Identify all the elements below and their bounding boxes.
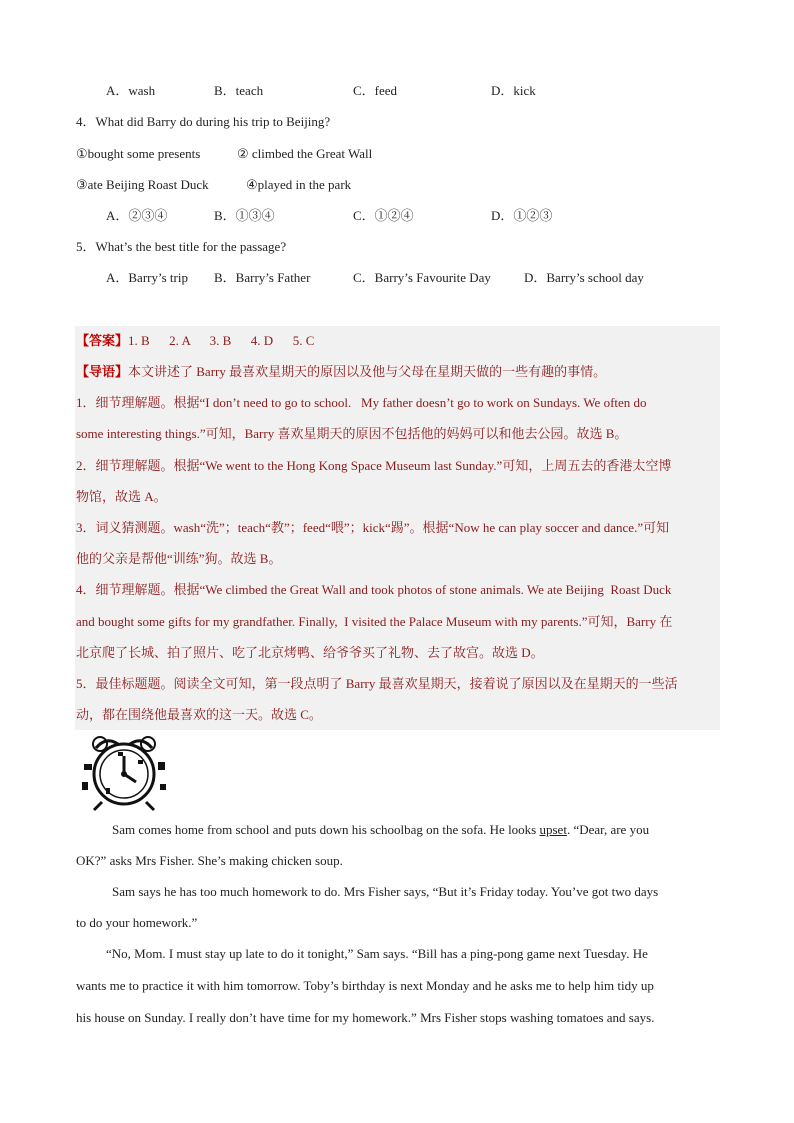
underlined-word: upset [539, 822, 567, 837]
q4-option-b: B．①③④ [214, 208, 275, 223]
explanation-line: 2．细节理解题。根据“We went to the Hong Kong Space Museum last Sunday.”可知，上周五去的香港太空博 [76, 458, 672, 473]
explanation-line: 5．最佳标题题。阅读全文可知，第一段点明了 Barry 最喜欢星期天，接着说了原因以及在星期天的一些活 [76, 676, 678, 691]
explanation-line: 物馆，故选 A。 [76, 489, 167, 504]
explanation-line: 3．词义猜测题。wash“洗”；teach“教”；feed“喂”；kick“踢”。根据“Now he can play soccer and dance.”可知 [76, 520, 670, 535]
q4-item-2: ② climbed the Great Wall [237, 146, 373, 161]
passage-line: wants me to practice it with him tomorrow. Toby’s birthday is next Monday and he asks me to help him tidy up [76, 978, 654, 993]
q4-item-3: ③ate Beijing Roast Duck [76, 177, 209, 192]
explanation-line: 北京爬了长城、拍了照片、吃了北京烤鸭、给爷爷买了礼物、去了故宫。故选 D。 [76, 645, 544, 660]
passage-paragraph [76, 821, 719, 839]
q3-option-a: A．wash [106, 83, 156, 98]
q4-option-c: C．①②④ [353, 208, 414, 223]
passage-line: his house on Sunday. I really don’t have time for my homework.” Mrs Fisher stops washing tomatoes and says. [76, 1010, 655, 1025]
answer-line [76, 332, 314, 350]
explanation-line: 他的父亲是帮他“训练”狗。故选 B。 [76, 551, 282, 566]
q4-option-d: D．①②③ [491, 208, 553, 223]
explanation-line: some interesting things.”可知，Barry 喜欢星期天的原因不包括他的妈妈可以和他去公园。故选 B。 [76, 426, 628, 441]
q5-stem: 5．What’s the best title for the passage? [76, 239, 287, 254]
passage-line: Sam says he has too much homework to do. Mrs Fisher says, “But it’s Friday today. You’ve got two days [112, 884, 659, 899]
guide-tag: 【导语】 [76, 364, 129, 379]
q5-option-c: C．Barry’s Favourite Day [353, 270, 491, 285]
guide-line [76, 363, 606, 381]
q4-stem: 4．What did Barry do during his trip to Beijing? [76, 114, 331, 129]
explanation-line: 1．细节理解题。根据“I don’t need to go to school. My father doesn’t go to work on Sundays. We often do [76, 395, 647, 410]
passage-line: “No, Mom. I must stay up late to do it tonight,” Sam says. “Bill has a ping-pong game next Tuesday. He [106, 946, 648, 961]
explanation-line: and bought some gifts for my grandfather. Finally, I visited the Palace Museum with my parents.”可知，Barry 在 [76, 614, 673, 629]
passage-line: to do your homework.” [76, 915, 198, 930]
answer-tag: 【答案】 [76, 333, 129, 348]
q4-item-1: ①bought some presents [76, 146, 201, 161]
q4-item-4: ④played in the park [246, 177, 352, 192]
answer-key: 1. B 2. A 3. B 4. D 5. C [128, 333, 315, 348]
passage-text: Sam comes home from school and puts down his schoolbag on the sofa. He looks [112, 822, 540, 837]
q5-option-b: B．Barry’s Father [214, 270, 311, 285]
q5-option-a: A．Barry’s trip [106, 270, 188, 285]
explanation-line: 4．细节理解题。根据“We climbed the Great Wall and took photos of stone animals. We ate Beijing Roast Duck [76, 582, 672, 597]
q3-option-c: C．feed [353, 83, 398, 98]
explanation-line: 动，都在围绕他最喜欢的这一天。故选 C。 [76, 707, 322, 722]
guide-text: 本文讲述了 Barry 最喜欢星期天的原因以及他与父母在星期天做的一些有趣的事情。 [128, 364, 607, 379]
q4-option-a: A．②③④ [106, 208, 168, 223]
passage-line: OK?” asks Mrs Fisher. She’s making chicken soup. [76, 853, 343, 868]
q5-option-d: D．Barry’s school day [524, 270, 644, 285]
q3-option-b: B．teach [214, 83, 264, 98]
alarm-clock-illustration [78, 734, 171, 812]
q3-option-d: D．kick [491, 83, 536, 98]
passage-text: . “Dear, are you [566, 822, 650, 837]
